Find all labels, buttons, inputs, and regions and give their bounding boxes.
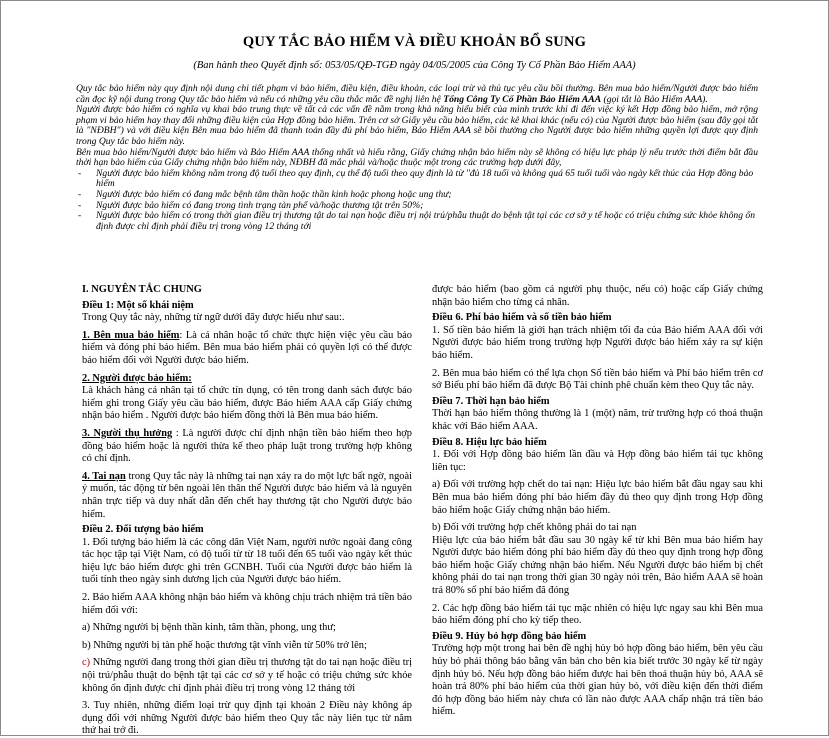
definition-4-term: 4. Tai nạn [82,470,126,482]
bullet-item: - Người được bảo hiểm có trong thời gian điều trị thương tật do tai nạn hoặc điều trị nội trú/phẫu thuật do bệnh tật tại các cơ sở y tế hoặc có triệu chứng sức khỏe không ổn định được chỉ định phải điều trị trong vòng 12 tháng tới [76,211,758,232]
article-8-paragraph-2: 2. Các hợp đồng bảo hiểm tái tục mặc nhiên có hiệu lực ngay sau khi Bên mua bảo hiểm đóng phí cho kỳ tiếp theo. [432,602,763,627]
bullet-item: - Người được bảo hiểm có đang mắc bệnh tâm thần hoặc thần kinh hoặc phong hoặc ung thư; [76,190,758,201]
article-8-item-b: b) Đối với trường hợp chết không phải do tai nạn [432,522,637,534]
section-heading: I. NGUYÊN TẮC CHUNG [82,284,202,295]
article-2-paragraph-2: 2. Bảo hiểm AAA không nhận bảo hiểm và không chịu trách nhiệm trả tiền bảo hiểm đối với: [82,592,412,616]
article-2-title: Điều 2. Đối tượng bảo hiểm [82,524,204,536]
article-2-item-a: a) Những người bị bệnh thần kinh, tâm thần, phong, ung thư; [82,622,336,634]
intro-paragraph-2: Người được bảo hiểm có nghĩa vụ khai báo trung thực về tất cả các vấn đề nằm trong khả năng hiểu biết của mình trước khi đi đến việc ký kết Hợp đồng bảo hiểm, mở rộng phạm vi bảo hiểm hay thay đổi những điều kiện của Hợp đồng bảo hiểm. Trên cơ sở Giấy yêu cầu bảo hiểm, các kê khai khác (nếu có) của Người được bảo hiểm (sau đây gọi tắt là "NĐBH") và với điều kiện Bên mua bảo hiểm đã thanh toán đầy đủ phí bảo hiểm, Bảo Hiểm AAA sẽ bồi thường cho Người được bảo hiểm những quyền lợi được quy định trong Quy tắc bảo hiểm này. [76,104,758,147]
article-1-intro: Trong Quy tắc này, những từ ngữ dưới đây được hiểu như sau:. [82,312,345,324]
definition-2-term-text: 2. Người được bảo hiểm: [82,372,192,384]
article-8-item-b-text: Hiệu lực của bảo hiểm bắt đầu sau 30 ngày kể từ khi Bên mua bảo hiểm hay Người được bảo hiểm đóng phí bảo hiểm đầy đủ theo quy định trong hợp đồng bảo hiểm hoặc Giấy chứng nhận bảo hiểm. Nếu Người được bảo hiểm bị chết không phải do tai nạn trong thời gian 30 ngày nói trên, Bảo hiểm AAA sẽ hoàn trả 80% số phí bảo hiểm đã đóng [432,534,763,597]
item-c-marker: c) [82,657,91,669]
document-title: QUY TẮC BẢO HIỂM VÀ ĐIỀU KHOẢN BỔ SUNG [242,34,587,50]
intro-paragraph-1 [76,84,758,105]
bullet-item: - Người được bảo hiểm có đang trong tình trạng tàn phế và/hoặc thương tật trên 50%; [76,201,758,212]
intro-paragraph-3: Bên mua bảo hiểm/Người được bảo hiểm và Bảo Hiểm AAA thống nhất và hiểu rằng, Giấy chứng nhận bảo hiểm này sẽ không có hiệu lực pháp lý nếu trước thời điểm bắt đầu thời hạn bảo hiểm của Giấy chứng nhận bảo hiểm này, NĐBH đã mắc phải và/hoặc thuộc một trong các trường hợp dưới đây, [76,146,758,169]
definition-1-text: : Là cá nhân hoặc tổ chức thực hiện việc yêu cầu bảo hiểm và đóng phí bảo hiểm. Bên mua bảo hiểm phải có quyền lợi có thể được bảo hiểm đối với Người được bảo hiểm. [82,329,412,366]
article-6-paragraph-1: 1. Số tiền bảo hiểm là giới hạn trách nhiệm tối đa của Bảo hiểm AAA đối với Người được bảo hiểm trong trường hợp Người được bảo hiểm xảy ra sự kiện bảo hiểm. [432,324,763,361]
left-column [82,284,412,738]
definition-3-term: 3. Người thụ hưởng [82,427,173,439]
article-6-paragraph-2: 2. Bên mua bảo hiểm có thể lựa chọn Số tiền bảo hiểm và Phí bảo hiểm trên cơ sở Biểu phí bảo hiểm đã được Bộ Tài chính phê chuẩn kèm theo Quy tắc này. [432,367,763,392]
company-name: Tổng Công Ty Cổ Phần Bảo Hiểm AAA [443,93,602,105]
definition-3 [82,428,412,466]
article-2-paragraph-3: 3. Tuy nhiên, những điểm loại trừ quy định tại khoản 2 Điều này không áp dụng đối với những Người được bảo hiểm theo Quy tắc này liên tục từ năm thứ hai trở đi. [82,700,412,737]
bullet-item: - Người được bảo hiểm không nằm trong độ tuổi theo quy định, cụ thể độ tuổi theo quy định là từ "đủ 18 tuổi và không quá 65 tuổi tuổi vào ngày kết thúc của Hợp đồng bảo hiểm [76,169,758,190]
article-7-paragraph-1: Thời hạn bảo hiểm thông thường là 1 (một) năm, trừ trường hợp có thoả thuận khác với Bảo hiểm AAA. [432,408,763,432]
intro-p1-tail: (gọi tắt là Bảo Hiểm AAA). [603,93,708,105]
definition-1 [82,330,412,368]
article-2-item-c [82,657,412,695]
article-9-paragraph-1: Trường hợp một trong hai bên đề nghị hủy bỏ hợp đồng bảo hiểm, bên yêu cầu hủy bỏ phải thông báo bằng văn bản cho bên kia biết trước 30 ngày kể từ ngày định hủy bỏ. Nếu hợp đồng bảo hiểm được hai bên thoả thuận hủy bỏ, AAA sẽ hoàn trả 80% phí bảo hiểm của thời gian hủy bỏ, với điều kiện đến thời điểm đó hợp đồng bảo hiểm này chưa có lần nào được AAA chấp nhận trả tiền bảo hiểm. [432,643,763,718]
definition-4-text: trong Quy tắc này là những tai nạn xảy ra do một lực bất ngờ, ngoài ý muốn, tác động từ bên ngoài lên thân thể Người được bảo hiểm và là nguyên nhân trực tiếp và duy nhất dẫn đến chết hay thương tật cho Người được bảo hiểm. [82,470,412,520]
intro-p1-text: Quy tắc bảo hiểm này quy định nội dung chi tiết phạm vi bảo hiểm, điều kiện, điều khoản, các loại trừ và thủ tục yêu cầu bồi thường. Bên mua bảo hiểm/Người được bảo hiểm cần đọc kỹ nội dung trong Quy tắc bảo hiểm và nếu có những yêu cầu thắc mắc đề nghị liên hệ [76,83,758,105]
document-subtitle: (Ban hành theo Quyết định số: 053/05/QĐ-TGĐ ngày 04/05/2005 của Công Ty Cổ Phần Bảo Hiểm AAA) [193,60,636,71]
right-column [432,284,763,719]
definition-4 [82,471,412,521]
article-2-item-b: b) Những người bị tàn phế hoặc thương tật vĩnh viễn từ 50% trở lên; [82,639,367,651]
article-8-title: Điều 8. Hiệu lực bảo hiểm [432,436,547,448]
article-6-title: Điều 6. Phí bảo hiểm và số tiền bảo hiểm [432,312,612,324]
article-9-title: Điều 9. Hủy bỏ hợp đồng bảo hiểm [432,630,587,642]
article-2-paragraph-1: 1. Đối tượng bảo hiểm là các công dân Việt Nam, người nước ngoài đang công tác học tập tại Việt Nam, có độ tuổi từ từ 18 tuổi đến 65 tuổi vào ngày kết thúc hiệu lực bảo hiểm được ghi trên GCNBH. Tuổi của Người được bảo hiểm là tuổi tính theo ngày sinh dương lịch của Người được bảo hiểm. [82,536,412,586]
article-8-paragraph-1: 1. Đối với Hợp đồng bảo hiểm lần đầu và Hợp đồng bảo hiểm tái tục không liên tục: [432,449,763,473]
continued-text: được bảo hiểm (bao gồm cả người phụ thuộc, nếu có) hoặc cấp Giấy chứng nhận bảo hiểm cho từng cá nhân. [432,284,763,308]
article-7-title: Điều 7. Thời hạn bảo hiểm [432,395,550,407]
intro-block [76,84,758,232]
definition-3-text: : Là người được chỉ định nhận tiền bảo hiểm theo hợp đồng bảo hiểm hoặc là người thừa kế theo pháp luật trong trường hợp không có chỉ định. [82,427,413,465]
item-c-text: Những người đang trong thời gian điều trị thương tật do tai nạn hoặc điều trị nội trú/phẫu thuật do bệnh tật tại các cơ sở y tế hoặc có triệu chứng sức khỏe không ổn định được chỉ định phải điều trị trong vòng 12 tháng tới [82,657,412,694]
exclusion-bullets [76,169,758,233]
definition-1-term: 1. Bên mua bảo hiểm [82,329,180,341]
definition-2-term [82,373,412,386]
article-8-item-a: a) Đối với trường hợp chết do tai nạn: Hiệu lực bảo hiểm bắt đầu ngay sau khi Bên mua bảo hiểm đóng phí bảo hiểm đầy đủ theo quy định trong Hợp đồng bảo hiểm hoặc Giấy chứng nhận bảo hiểm. [432,479,763,516]
definition-2-text: Là khách hàng cá nhân tại tổ chức tín dụng, có tên trong danh sách được bảo hiểm ghi trong Giấy yêu cầu bảo hiểm, được Bảo hiểm AAA cấp Giấy chứng nhận bảo hiểm . Người được bảo hiểm đồng thời là Bên mua bảo hiểm. [82,385,412,422]
article-1-title: Điều 1: Một số khái niệm [82,299,194,311]
